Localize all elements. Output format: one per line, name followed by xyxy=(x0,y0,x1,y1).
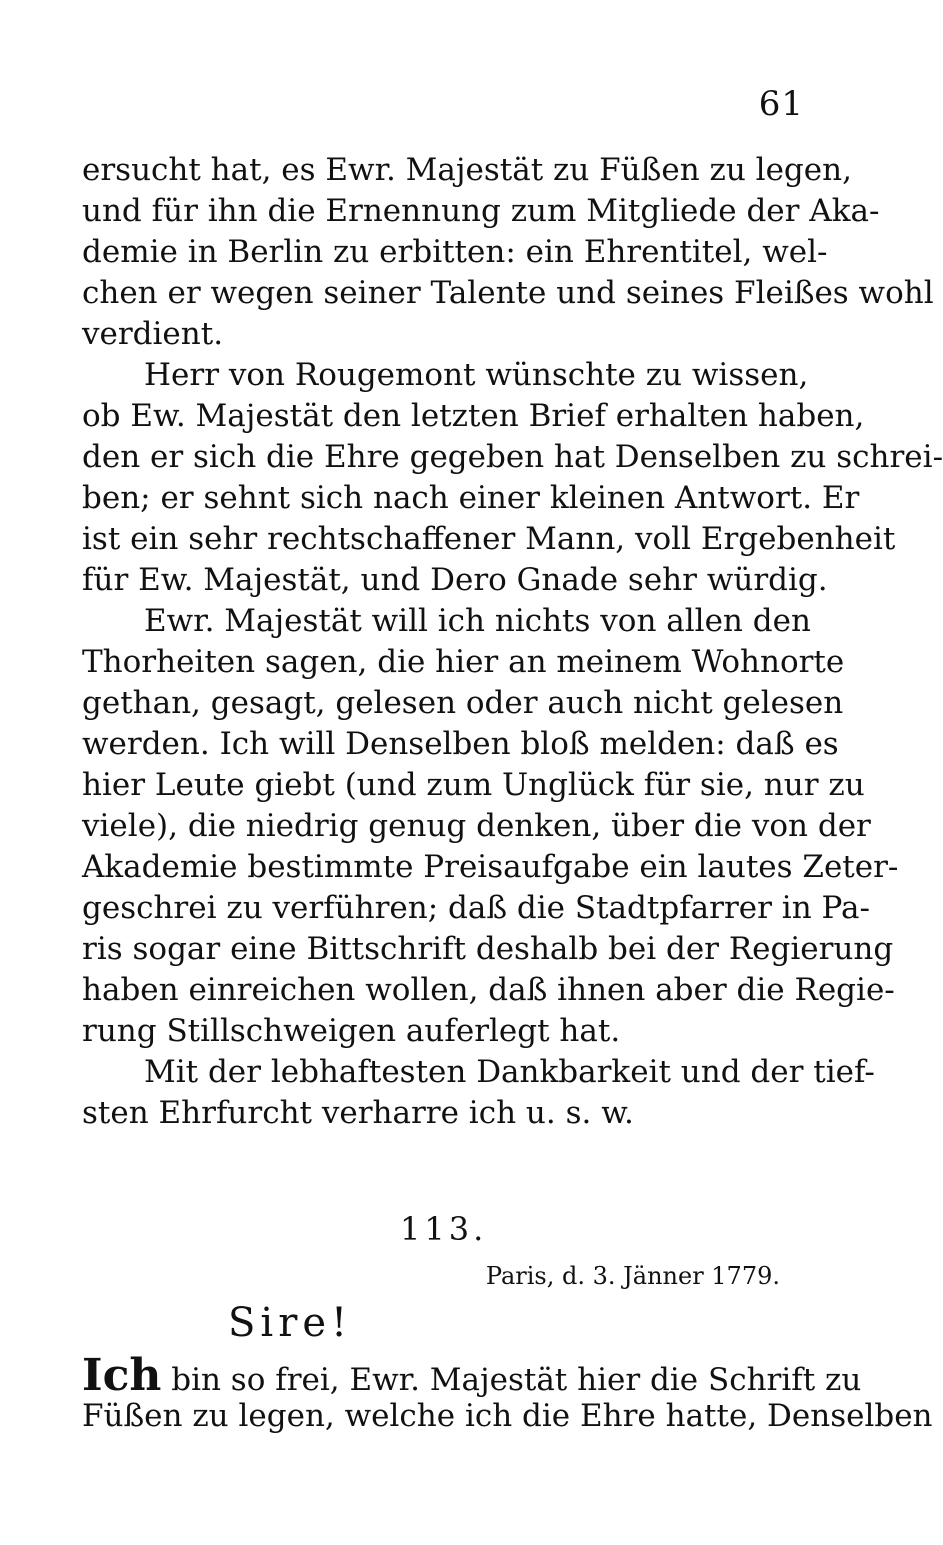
text-line: ist ein sehr rechtschaffener Mann, voll Ergebenheit xyxy=(82,521,896,557)
text-line: Thorheiten sagen, die hier an meinem Wohnorte xyxy=(82,644,845,680)
paragraph-1 xyxy=(82,150,934,355)
letter-dateline: Paris, d. 3. Jänner 1779. xyxy=(485,1262,780,1290)
text-line: sten Ehrfurcht verharre ich u. s. w. xyxy=(82,1095,634,1131)
text-line: ob Ew. Majestät den letzten Brief erhalten haben, xyxy=(82,398,865,434)
text-line: demie in Berlin zu erbitten: ein Ehrentitel, wel- xyxy=(82,234,828,270)
page-number: 61 xyxy=(758,84,804,124)
text-line: Akademie bestimmte Preisaufgabe ein lautes Zeter- xyxy=(82,849,899,885)
text-line: Ewr. Majestät will ich nichts von allen den xyxy=(144,603,811,639)
letter-line-1-text: bin so frei, Ewr. Majestät hier die Schrift zu xyxy=(161,1362,862,1398)
text-line: hier Leute giebt (und zum Unglück für sie, nur zu xyxy=(82,767,865,803)
text-line: für Ew. Majestät, und Dero Gnade sehr würdig. xyxy=(82,562,828,598)
text-line: viele), die niedrig genug denken, über die von der xyxy=(82,808,871,844)
text-line: Herr von Rougemont wünschte zu wissen, xyxy=(144,357,809,393)
text-line: haben einreichen wollen, daß ihnen aber die Regie- xyxy=(82,972,895,1008)
drop-cap: Ich xyxy=(82,1350,162,1401)
paragraph-3 xyxy=(82,601,899,1052)
text-line: verdient. xyxy=(82,316,224,352)
letter-body xyxy=(82,1350,933,1434)
letter-line-1 xyxy=(82,1350,862,1401)
text-line: den er sich die Ehre gegeben hat Denselben zu schrei- xyxy=(82,439,943,475)
text-line: und für ihn die Ernennung zum Mitgliede der Aka- xyxy=(82,193,880,229)
text-line: werden. Ich will Denselben bloß melden: daß es xyxy=(82,726,839,762)
paragraph-2 xyxy=(82,355,943,601)
letter-salutation: Sire! xyxy=(228,1300,353,1346)
text-line: rung Stillschweigen auferlegt hat. xyxy=(82,1013,621,1049)
letter-number: 113. xyxy=(400,1210,488,1248)
text-line: chen er wegen seiner Talente und seines Fleißes wohl xyxy=(82,275,934,311)
body-text xyxy=(82,150,943,1134)
text-line: Mit der lebhaftesten Dankbarkeit und der tief- xyxy=(144,1054,875,1090)
text-line: ben; er sehnt sich nach einer kleinen Antwort. Er xyxy=(82,480,860,516)
paragraph-4 xyxy=(82,1052,875,1134)
text-line: ris sogar eine Bittschrift deshalb bei der Regierung xyxy=(82,931,894,967)
text-line: ersucht hat, es Ewr. Majestät zu Füßen zu legen, xyxy=(82,152,852,188)
text-line: geschrei zu verführen; daß die Stadtpfarrer in Pa- xyxy=(82,890,870,926)
letter-line-2: Füßen zu legen, welche ich die Ehre hatte, Denselben xyxy=(82,1398,933,1434)
text-line: gethan, gesagt, gelesen oder auch nicht gelesen xyxy=(82,685,844,721)
